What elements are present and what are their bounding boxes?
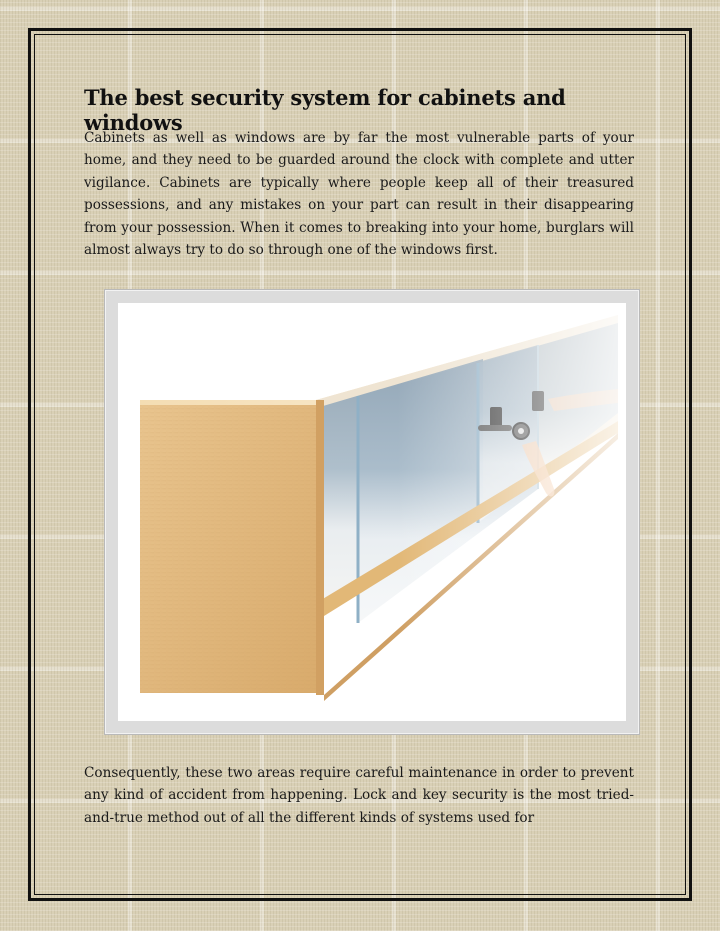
cabinet-illustration (118, 303, 626, 721)
cabinet-photo (118, 303, 626, 721)
article-title: The best security system for cabinets and windows (84, 85, 566, 135)
article-paragraph-intro: Cabinets as well as windows are by far the most vulnerable parts of your home, and they need to be guarded around the clock with complete and utter vigilance. Cabinets are typically where people keep all of their treasured possessions, and any mistakes on your part can result in their disappearing from your possession. When it comes to breaking into your home, burglars will almost always try to do so through one of the windows first. (84, 130, 634, 259)
image-fade (118, 303, 626, 721)
article-paragraph-continued: Consequently, these two areas require careful maintenance in order to prevent any kind of accident from happening. Lock and key security is the most tried-and-true method out of all the different kinds of systems used for (84, 765, 634, 826)
